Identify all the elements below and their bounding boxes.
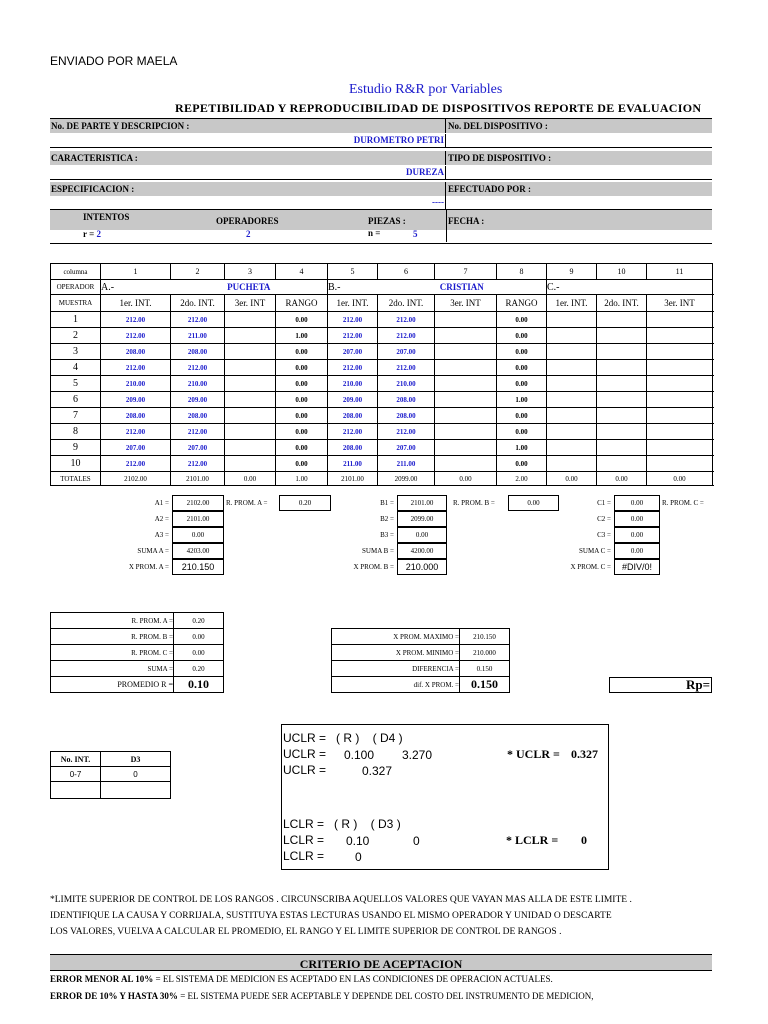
lclr-result-label: * LCLR =: [506, 833, 559, 847]
sub-header: 2do. INT.: [597, 295, 647, 312]
summary-value: 0.00: [397, 527, 447, 543]
criteria-title: CRITERIO DE ACEPTACION: [299, 957, 463, 971]
summary-label: B2 =: [380, 515, 394, 523]
summary-label: SUMA C =: [579, 547, 611, 555]
spec-value: ----: [50, 196, 446, 209]
criteria-header: [50, 954, 712, 971]
summary-label: C1 =: [597, 499, 611, 507]
data-cell: [647, 440, 713, 456]
x-summary-value: 210.150: [460, 629, 510, 645]
r-summary-value: 0.00: [174, 645, 224, 661]
totals-label: TOTALES: [51, 472, 101, 486]
parts-label: PIEZAS :: [368, 216, 406, 226]
table-row: [51, 360, 713, 376]
data-cell: 0.00: [497, 312, 547, 328]
data-cell: [647, 360, 713, 376]
rprom-a-label: R. PROM. A =: [226, 499, 268, 507]
criteria-2-text: = EL SISTEMA PUEDE SER ACEPTABLE Y DEPENDE DEL COSTO DEL INSTRUMENTO DE MEDICION,: [177, 991, 594, 1001]
data-cell: [225, 392, 276, 408]
header-value-part: [50, 134, 712, 148]
r-value: 2: [96, 229, 101, 239]
data-cell: 0.00: [276, 360, 328, 376]
note-line-3: LOS VALORES, VUELVA A CALCULAR EL PROMEDIO, EL RANGO Y EL LIMITE SUPERIOR DE CONTROL DE RANGOS .: [50, 927, 562, 937]
table-row: [51, 408, 713, 424]
data-cell: 0.00: [276, 408, 328, 424]
column-number: 10: [597, 264, 647, 280]
data-cell: 212.00: [101, 424, 171, 440]
sample-number: 9: [51, 440, 101, 456]
summary-value: 2102.00: [172, 495, 224, 511]
r-label: r =: [83, 229, 97, 239]
operator-label: OPERADOR: [51, 280, 101, 295]
data-cell: [435, 440, 497, 456]
data-cell: 211.00: [328, 456, 378, 472]
device-type-label: TIPO DE DISPOSITIVO :: [448, 153, 552, 163]
data-cell: [547, 392, 597, 408]
sub-header: 1er. INT.: [101, 295, 171, 312]
data-cell: 208.00: [171, 344, 225, 360]
device-no-label: No. DEL DISPOSITIVO :: [448, 121, 548, 131]
data-cell: [597, 392, 647, 408]
rprom-a-value: 0.20: [279, 495, 331, 511]
total-cell: 0.00: [547, 472, 597, 486]
header-value-characteristic: [50, 166, 712, 180]
summary-label: C3 =: [597, 531, 611, 539]
data-cell: [435, 312, 497, 328]
data-cell: 0.00: [497, 344, 547, 360]
r-summary-value: 0.00: [174, 629, 224, 645]
table-row: [51, 392, 713, 408]
x-summary-label: X PROM. MINIMO =: [332, 645, 460, 661]
page-title: Estudio R&R por Variables: [349, 82, 503, 97]
data-cell: 1.00: [276, 328, 328, 344]
data-cell: [597, 456, 647, 472]
total-cell: 2099.00: [378, 472, 435, 486]
sample-number: 6: [51, 392, 101, 408]
data-cell: [225, 408, 276, 424]
d3-cell-int: 0-7: [51, 767, 101, 782]
lclr-d3-value: 0: [413, 834, 420, 848]
data-cell: 208.00: [328, 440, 378, 456]
d3-header-int: No. INT.: [51, 752, 101, 767]
summary-value: 2101.00: [172, 511, 224, 527]
data-cell: 212.00: [101, 312, 171, 328]
table-row: [51, 312, 713, 328]
data-table: [50, 263, 713, 486]
spec-label: ESPECIFICACION :: [50, 182, 446, 196]
header-value-spec: [50, 196, 712, 210]
criteria-line-1: [50, 974, 553, 984]
sub-header: 1er. INT.: [328, 295, 378, 312]
data-cell: [225, 424, 276, 440]
data-cell: [225, 456, 276, 472]
data-cell: [435, 456, 497, 472]
data-cell: 212.00: [378, 312, 435, 328]
x-summary-label: X PROM. MAXIMO =: [332, 629, 460, 645]
n-label: n =: [368, 228, 381, 238]
data-cell: 212.00: [171, 456, 225, 472]
data-cell: [435, 408, 497, 424]
sub-header: RANGO: [276, 295, 328, 312]
data-cell: 212.00: [171, 360, 225, 376]
table-row: [51, 328, 713, 344]
uclr-formula: UCLR = ( R ) ( D4 ): [283, 731, 403, 745]
summary-label: X PROM. B =: [353, 563, 394, 571]
x-summary-value: 210.000: [460, 645, 510, 661]
data-cell: 212.00: [101, 360, 171, 376]
sub-header: 2do. INT.: [171, 295, 225, 312]
summary-value: 0.00: [614, 543, 660, 559]
criteria-1-bold: ERROR MENOR AL 10%: [50, 974, 154, 984]
data-cell: 212.00: [328, 312, 378, 328]
r-summary-label: R. PROM. A =: [51, 613, 174, 629]
trials-label: INTENTOS: [83, 212, 130, 222]
data-cell: [547, 456, 597, 472]
uclr-d4-value: 3.270: [402, 748, 433, 762]
header-row-spec: [50, 182, 712, 196]
data-cell: 0.00: [497, 328, 547, 344]
data-cell: 0.00: [497, 376, 547, 392]
data-cell: 208.00: [378, 392, 435, 408]
uclr-result-label: * UCLR =: [507, 747, 560, 761]
data-cell: 207.00: [328, 344, 378, 360]
page-subtitle: REPETIBILIDAD Y REPRODUCIBILIDAD DE DISPOSITIVOS REPORTE DE EVALUACION: [175, 101, 702, 115]
summary-value: 4203.00: [172, 543, 224, 559]
data-cell: 211.00: [378, 456, 435, 472]
sender-line: ENVIADO POR MAELA: [50, 54, 178, 68]
data-cell: 0.00: [276, 312, 328, 328]
part-label: No. DE PARTE Y DESCRIPCION :: [50, 119, 446, 133]
sample-number: 5: [51, 376, 101, 392]
r-summary-label: R. PROM. C =: [51, 645, 174, 661]
x-summary-table: [331, 628, 510, 693]
table-row: [51, 344, 713, 360]
lclr-formula: LCLR = ( R ) ( D3 ): [283, 817, 401, 831]
data-cell: [597, 328, 647, 344]
data-cell: 209.00: [171, 392, 225, 408]
d3-empty-cell: [51, 782, 101, 799]
lclr-computed: 0: [355, 850, 362, 864]
ops-value: 2: [246, 229, 251, 239]
data-cell: 0.00: [276, 344, 328, 360]
rp-box: [609, 677, 712, 693]
data-cell: [597, 424, 647, 440]
summary-label: C2 =: [597, 515, 611, 523]
total-cell: 1.00: [276, 472, 328, 486]
summary-value: 2099.00: [397, 511, 447, 527]
total-cell: 0.00: [225, 472, 276, 486]
total-cell: 2101.00: [171, 472, 225, 486]
column-number: 9: [547, 264, 597, 280]
r-summary-value: 0.20: [174, 613, 224, 629]
data-cell: 207.00: [101, 440, 171, 456]
data-cell: 208.00: [101, 344, 171, 360]
data-cell: [225, 344, 276, 360]
data-cell: 208.00: [101, 408, 171, 424]
header-row-part: [50, 119, 712, 133]
r-summary-label: SUMA =: [51, 661, 174, 677]
data-cell: [647, 408, 713, 424]
summary-value: 210.000: [397, 559, 447, 575]
data-cell: [225, 328, 276, 344]
data-cell: [547, 440, 597, 456]
data-cell: 0.00: [276, 440, 328, 456]
data-cell: [547, 328, 597, 344]
data-cell: [225, 440, 276, 456]
data-cell: 212.00: [171, 424, 225, 440]
data-cell: 212.00: [328, 424, 378, 440]
sub-header: 3er. INT: [435, 295, 497, 312]
uclr-line2-label: UCLR =: [283, 747, 327, 761]
d3-empty-cell: [101, 782, 171, 799]
operator-a: A.-: [101, 280, 171, 295]
data-cell: [647, 424, 713, 440]
summary-label: X PROM. A =: [128, 563, 169, 571]
done-by-label: EFECTUADO POR :: [448, 184, 531, 194]
summary-label: A1 =: [154, 499, 169, 507]
summary-label: A3 =: [154, 531, 169, 539]
sample-number: 3: [51, 344, 101, 360]
note-line-1: *LIMITE SUPERIOR DE CONTROL DE LOS RANGOS . CIRCUNSCRIBA AQUELLOS VALORES QUE VAYAN MAS ALLA DE ESTE LIMITE .: [50, 895, 632, 905]
data-cell: [435, 344, 497, 360]
sample-number: 2: [51, 328, 101, 344]
x-summary-label: dif. X PROM. =: [332, 677, 460, 693]
total-cell: 0.00: [597, 472, 647, 486]
operator-b-name: CRISTIAN: [378, 280, 547, 295]
sub-header: 3er. INT: [647, 295, 713, 312]
summary-value: 0.00: [172, 527, 224, 543]
data-cell: [225, 360, 276, 376]
data-cell: 209.00: [101, 392, 171, 408]
column-number: 7: [435, 264, 497, 280]
data-cell: 0.00: [276, 424, 328, 440]
rp-label: Rp=: [685, 677, 710, 692]
sample-number: 7: [51, 408, 101, 424]
summary-label: A2 =: [154, 515, 169, 523]
data-cell: [547, 408, 597, 424]
operators-label: OPERADORES: [216, 216, 279, 226]
rprom-c-label: R. PROM. C =: [662, 499, 704, 507]
column-number: 3: [225, 264, 276, 280]
data-cell: 212.00: [101, 328, 171, 344]
data-cell: 212.00: [378, 424, 435, 440]
data-cell: 208.00: [171, 408, 225, 424]
uclr-r-value: 0.100: [344, 748, 375, 762]
date-label: FECHA :: [448, 216, 485, 226]
header-trials-divider: [446, 210, 447, 242]
data-cell: [647, 392, 713, 408]
column-number: 5: [328, 264, 378, 280]
r-summary-table: [50, 612, 224, 693]
summary-label: B1 =: [380, 499, 394, 507]
r-summary-label: R. PROM. B =: [51, 629, 174, 645]
column-label: columna: [51, 264, 101, 280]
lclr-result-value: 0: [581, 833, 587, 847]
data-cell: 0.00: [497, 408, 547, 424]
rprom-b-label: R. PROM. B =: [453, 499, 495, 507]
r-summary-label: PROMEDIO R =: [51, 677, 174, 693]
part-value: DUROMETRO PETRI: [50, 134, 446, 147]
data-cell: 208.00: [378, 408, 435, 424]
data-cell: [647, 328, 713, 344]
total-cell: 0.00: [435, 472, 497, 486]
column-number: 6: [378, 264, 435, 280]
data-cell: [547, 360, 597, 376]
data-cell: 0.00: [497, 360, 547, 376]
sample-label: MUESTRA: [51, 295, 101, 312]
data-cell: [647, 376, 713, 392]
data-cell: [435, 328, 497, 344]
operator-b: B.-: [328, 280, 378, 295]
notes: [50, 892, 632, 940]
table-row: [51, 376, 713, 392]
x-summary-label: DIFERENCIA =: [332, 661, 460, 677]
lclr-line2-label: LCLR =: [283, 833, 325, 847]
data-cell: 0.00: [497, 456, 547, 472]
sample-number: 10: [51, 456, 101, 472]
summary-value: 0.00: [614, 527, 660, 543]
sub-header: 1er. INT.: [547, 295, 597, 312]
column-number: 8: [497, 264, 547, 280]
data-cell: 210.00: [328, 376, 378, 392]
total-cell: 0.00: [647, 472, 713, 486]
data-cell: [647, 344, 713, 360]
summary-label: SUMA A =: [137, 547, 169, 555]
data-cell: 0.00: [276, 456, 328, 472]
summary-value: 0.00: [614, 495, 660, 511]
data-cell: 211.00: [171, 328, 225, 344]
data-cell: 212.00: [171, 312, 225, 328]
data-cell: [597, 360, 647, 376]
d3-header-d3: D3: [101, 752, 171, 767]
characteristic-label: CARACTERISTICA :: [50, 151, 446, 165]
d3-cell-value: 0: [101, 767, 171, 782]
data-cell: 210.00: [101, 376, 171, 392]
summary-value: 0.00: [614, 511, 660, 527]
data-cell: 1.00: [497, 392, 547, 408]
lclr-r-value: 0.10: [346, 834, 370, 848]
table-row: [51, 456, 713, 472]
note-line-2: IDENTIFIQUE LA CAUSA Y CORRIJALA, SUSTITUYA ESTAS LECTURAS USANDO EL MISMO OPERADOR Y UNIDAD O DESCARTE: [50, 911, 612, 921]
total-cell: 2101.00: [328, 472, 378, 486]
data-cell: [597, 440, 647, 456]
data-cell: 207.00: [171, 440, 225, 456]
operator-c: C.-: [547, 280, 713, 295]
table-row: [51, 440, 713, 456]
total-cell: 2.00: [497, 472, 547, 486]
operator-a-name: PUCHETA: [171, 280, 328, 295]
data-cell: [597, 344, 647, 360]
r-summary-value: 0.10: [174, 677, 224, 693]
column-number: 2: [171, 264, 225, 280]
sub-header: 3er. INT: [225, 295, 276, 312]
d3-table: [50, 751, 171, 799]
summary-value: 2101.00: [397, 495, 447, 511]
r-equals: [83, 229, 101, 239]
data-cell: [647, 456, 713, 472]
column-number: 11: [647, 264, 713, 280]
header-row-characteristic: [50, 151, 712, 165]
total-cell: 2102.00: [101, 472, 171, 486]
data-cell: [225, 312, 276, 328]
data-cell: 1.00: [497, 440, 547, 456]
data-cell: [435, 360, 497, 376]
column-number: 1: [101, 264, 171, 280]
summary-label: B3 =: [380, 531, 394, 539]
summary-label: SUMA B =: [362, 547, 394, 555]
data-cell: [647, 312, 713, 328]
r-summary-value: 0.20: [174, 661, 224, 677]
summary-label: X PROM. C =: [570, 563, 611, 571]
x-summary-value: 0.150: [460, 661, 510, 677]
data-cell: 210.00: [171, 376, 225, 392]
n-value: 5: [413, 229, 418, 239]
data-cell: 210.00: [378, 376, 435, 392]
table-row: [51, 424, 713, 440]
data-cell: [597, 408, 647, 424]
data-cell: 209.00: [328, 392, 378, 408]
characteristic-value: DUREZA: [50, 166, 446, 179]
summary-value: #DIV/0!: [614, 559, 660, 575]
data-cell: [597, 376, 647, 392]
data-cell: 212.00: [328, 360, 378, 376]
x-summary-value: 0.150: [460, 677, 510, 693]
data-cell: 212.00: [378, 360, 435, 376]
data-cell: [597, 312, 647, 328]
data-cell: [547, 424, 597, 440]
lclr-line3-label: LCLR =: [283, 849, 325, 863]
summary-value: 4200.00: [397, 543, 447, 559]
data-cell: [547, 376, 597, 392]
data-cell: 207.00: [378, 344, 435, 360]
uclr-computed: 0.327: [362, 764, 393, 778]
column-number: 4: [276, 264, 328, 280]
data-cell: 0.00: [497, 424, 547, 440]
uclr-line3-label: UCLR =: [283, 763, 327, 777]
data-cell: [547, 344, 597, 360]
data-cell: [547, 312, 597, 328]
criteria-2-bold: ERROR DE 10% Y HASTA 30%: [50, 991, 178, 1001]
data-cell: 0.00: [276, 392, 328, 408]
sub-header: 2do. INT.: [378, 295, 435, 312]
sample-number: 4: [51, 360, 101, 376]
data-cell: 0.00: [276, 376, 328, 392]
control-limits-box: [281, 724, 609, 870]
data-cell: 212.00: [328, 328, 378, 344]
criteria-line-2: [50, 991, 594, 1001]
data-cell: 212.00: [378, 328, 435, 344]
sub-header: RANGO: [497, 295, 547, 312]
rprom-b-value: 0.00: [508, 495, 559, 511]
data-cell: [435, 424, 497, 440]
sample-number: 1: [51, 312, 101, 328]
summary-value: 210.150: [172, 559, 224, 575]
criteria-1-text: = EL SISTEMA DE MEDICION ES ACEPTADO EN LAS CONDICIONES DE OPERACION ACTUALES.: [153, 974, 553, 984]
sample-number: 8: [51, 424, 101, 440]
data-cell: [435, 392, 497, 408]
data-cell: 208.00: [328, 408, 378, 424]
data-cell: 212.00: [101, 456, 171, 472]
n-equals: [368, 228, 380, 238]
uclr-result-value: 0.327: [571, 747, 598, 761]
data-cell: 207.00: [378, 440, 435, 456]
data-cell: [225, 376, 276, 392]
data-cell: [435, 376, 497, 392]
